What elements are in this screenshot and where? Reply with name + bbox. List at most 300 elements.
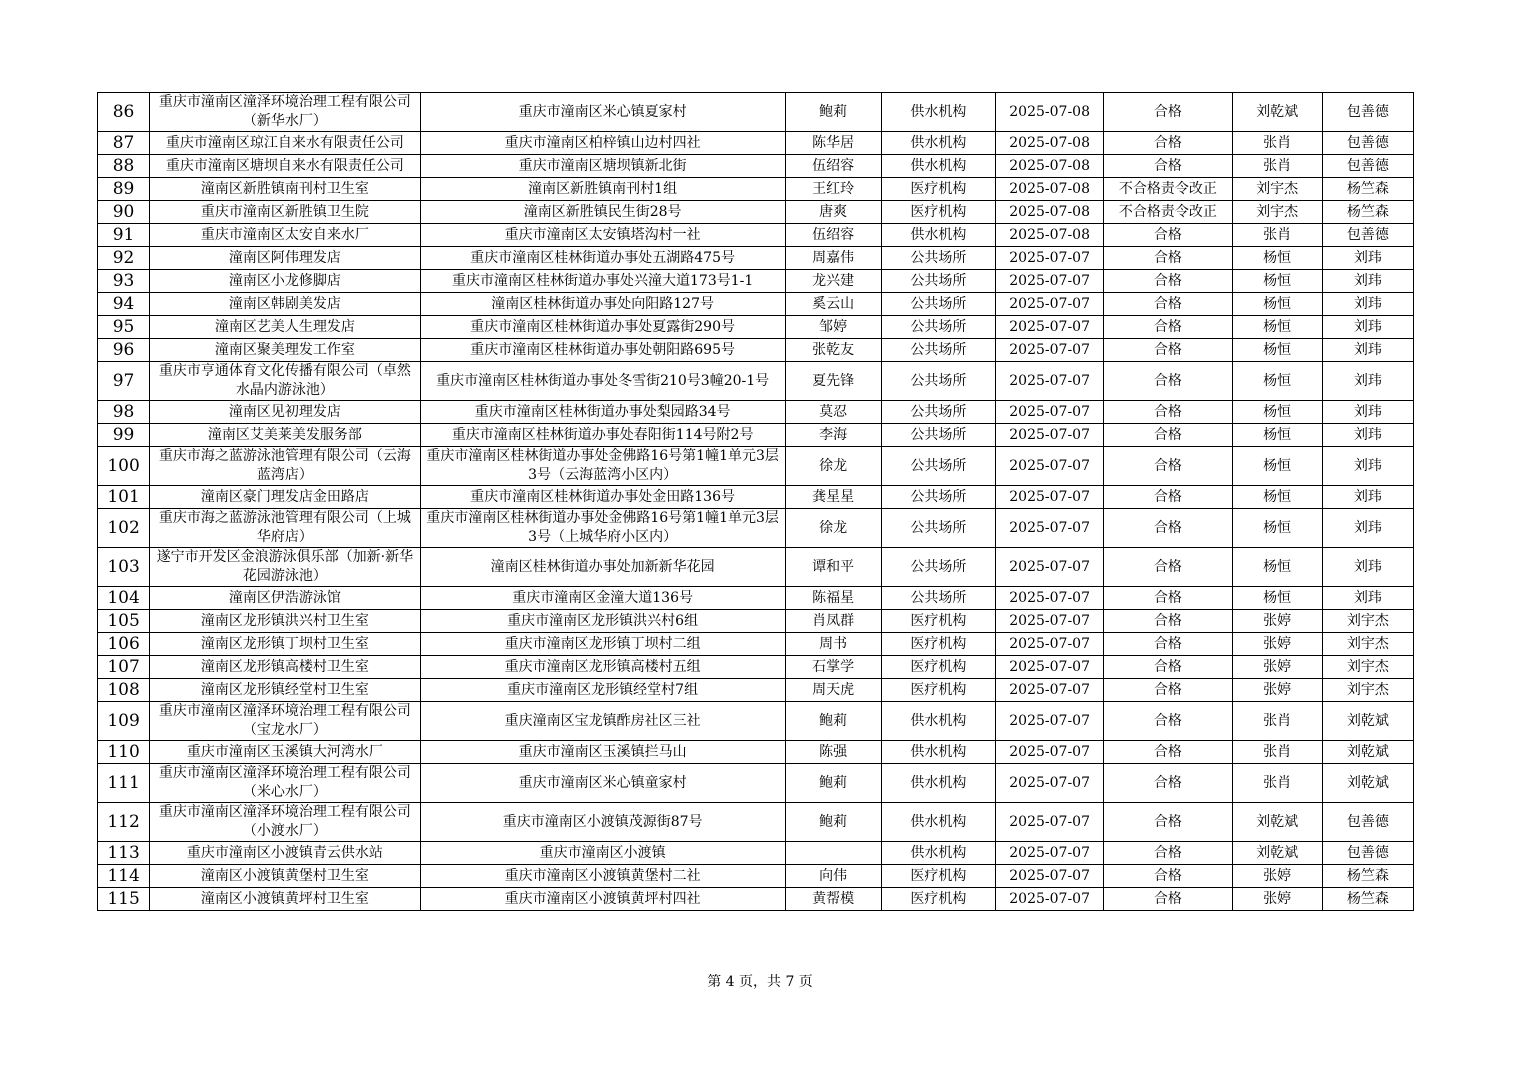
entity-name-cell: 重庆市潼南区琼江自来水有限责任公司	[150, 132, 421, 155]
responsible-person-cell: 周天虎	[785, 679, 881, 702]
row-number-cell: 97	[98, 362, 150, 401]
inspection-date-cell: 2025-07-07	[996, 587, 1104, 610]
inspector-primary-cell: 杨恒	[1232, 587, 1322, 610]
inspector-secondary-cell: 刘玮	[1322, 401, 1413, 424]
inspector-primary-cell: 杨恒	[1232, 548, 1322, 587]
inspection-result-cell: 合格	[1104, 741, 1232, 764]
inspector-secondary-cell: 刘玮	[1322, 362, 1413, 401]
inspector-secondary-cell: 包善德	[1322, 803, 1413, 842]
inspection-result-cell: 合格	[1104, 247, 1232, 270]
responsible-person-cell: 石掌学	[785, 656, 881, 679]
responsible-person-cell: 周嘉伟	[785, 247, 881, 270]
table-row	[98, 201, 1414, 224]
entity-address-cell: 潼南区新胜镇南刊村1组	[420, 178, 785, 201]
table-row	[98, 803, 1414, 842]
inspector-primary-cell: 张婷	[1232, 865, 1322, 888]
inspection-date-cell: 2025-07-07	[996, 339, 1104, 362]
inspection-date-cell: 2025-07-07	[996, 362, 1104, 401]
inspector-secondary-cell: 刘玮	[1322, 424, 1413, 447]
inspector-secondary-cell: 刘玮	[1322, 293, 1413, 316]
entity-category-cell: 供水机构	[881, 764, 995, 803]
inspection-date-cell: 2025-07-07	[996, 842, 1104, 865]
row-number-cell: 103	[98, 548, 150, 587]
inspection-date-cell: 2025-07-07	[996, 888, 1104, 911]
entity-address-cell: 重庆市潼南区桂林街道办事处金佛路16号第1幢1单元3层3号（云海蓝湾小区内）	[420, 447, 785, 486]
entity-category-cell: 供水机构	[881, 842, 995, 865]
inspector-secondary-cell: 刘宇杰	[1322, 610, 1413, 633]
entity-address-cell: 重庆市潼南区桂林街道办事处梨园路34号	[420, 401, 785, 424]
row-number-cell: 105	[98, 610, 150, 633]
inspector-primary-cell: 刘宇杰	[1232, 201, 1322, 224]
inspector-secondary-cell: 刘乾斌	[1322, 702, 1413, 741]
responsible-person-cell: 夏先锋	[785, 362, 881, 401]
inspection-result-cell: 合格	[1104, 316, 1232, 339]
inspection-date-cell: 2025-07-07	[996, 401, 1104, 424]
inspection-date-cell: 2025-07-07	[996, 679, 1104, 702]
table-row	[98, 339, 1414, 362]
inspector-primary-cell: 杨恒	[1232, 316, 1322, 339]
inspector-secondary-cell: 杨竺森	[1322, 201, 1413, 224]
inspection-date-cell: 2025-07-08	[996, 132, 1104, 155]
entity-name-cell: 重庆市潼南区潼泽环境治理工程有限公司（新华水厂）	[150, 93, 421, 132]
entity-category-cell: 供水机构	[881, 702, 995, 741]
table-row	[98, 247, 1414, 270]
entity-name-cell: 重庆市潼南区潼泽环境治理工程有限公司（小渡水厂）	[150, 803, 421, 842]
inspection-date-cell: 2025-07-07	[996, 548, 1104, 587]
entity-name-cell: 重庆市潼南区潼泽环境治理工程有限公司（宝龙水厂）	[150, 702, 421, 741]
responsible-person-cell: 陈强	[785, 741, 881, 764]
entity-category-cell: 公共场所	[881, 447, 995, 486]
table-row	[98, 293, 1414, 316]
row-number-cell: 109	[98, 702, 150, 741]
entity-address-cell: 重庆市潼南区桂林街道办事处夏露街290号	[420, 316, 785, 339]
table-row	[98, 764, 1414, 803]
entity-address-cell: 重庆市潼南区桂林街道办事处朝阳路695号	[420, 339, 785, 362]
entity-name-cell: 重庆市潼南区玉溪镇大河湾水厂	[150, 741, 421, 764]
entity-name-cell: 潼南区龙形镇经堂村卫生室	[150, 679, 421, 702]
inspection-result-cell: 合格	[1104, 633, 1232, 656]
entity-address-cell: 重庆市潼南区龙形镇洪兴村6组	[420, 610, 785, 633]
inspector-primary-cell: 杨恒	[1232, 270, 1322, 293]
inspector-primary-cell: 刘乾斌	[1232, 803, 1322, 842]
inspector-secondary-cell: 刘玮	[1322, 270, 1413, 293]
entity-category-cell: 供水机构	[881, 132, 995, 155]
inspector-primary-cell: 张婷	[1232, 610, 1322, 633]
table-row	[98, 155, 1414, 178]
entity-category-cell: 公共场所	[881, 339, 995, 362]
responsible-person-cell: 鲍莉	[785, 93, 881, 132]
inspection-result-cell: 合格	[1104, 656, 1232, 679]
inspection-result-cell: 合格	[1104, 155, 1232, 178]
inspector-secondary-cell: 刘玮	[1322, 548, 1413, 587]
inspector-primary-cell: 张肖	[1232, 155, 1322, 178]
entity-category-cell: 公共场所	[881, 509, 995, 548]
inspection-result-cell: 合格	[1104, 842, 1232, 865]
inspection-result-cell: 不合格责令改正	[1104, 201, 1232, 224]
responsible-person-cell: 黄帮模	[785, 888, 881, 911]
entity-name-cell: 潼南区艾美莱美发服务部	[150, 424, 421, 447]
entity-address-cell: 潼南区桂林街道办事处加新新华花园	[420, 548, 785, 587]
inspector-primary-cell: 杨恒	[1232, 401, 1322, 424]
inspection-result-cell: 合格	[1104, 401, 1232, 424]
entity-name-cell: 潼南区龙形镇洪兴村卫生室	[150, 610, 421, 633]
row-number-cell: 98	[98, 401, 150, 424]
entity-name-cell: 重庆市亨通体育文化传播有限公司（卓然水晶内游泳池）	[150, 362, 421, 401]
inspection-date-cell: 2025-07-07	[996, 865, 1104, 888]
inspection-result-cell: 合格	[1104, 865, 1232, 888]
row-number-cell: 95	[98, 316, 150, 339]
responsible-person-cell: 谭和平	[785, 548, 881, 587]
inspection-result-cell: 合格	[1104, 509, 1232, 548]
row-number-cell: 96	[98, 339, 150, 362]
table-row	[98, 178, 1414, 201]
inspection-result-cell: 不合格责令改正	[1104, 178, 1232, 201]
responsible-person-cell: 王红玲	[785, 178, 881, 201]
row-number-cell: 111	[98, 764, 150, 803]
row-number-cell: 102	[98, 509, 150, 548]
inspection-date-cell: 2025-07-07	[996, 424, 1104, 447]
inspection-date-cell: 2025-07-07	[996, 293, 1104, 316]
entity-category-cell: 供水机构	[881, 803, 995, 842]
inspector-secondary-cell: 刘玮	[1322, 509, 1413, 548]
entity-address-cell: 重庆市潼南区太安镇塔沟村一社	[420, 224, 785, 247]
inspector-secondary-cell: 杨竺森	[1322, 178, 1413, 201]
table-row	[98, 741, 1414, 764]
inspector-secondary-cell: 包善德	[1322, 93, 1413, 132]
entity-category-cell: 医疗机构	[881, 888, 995, 911]
entity-address-cell: 重庆市潼南区龙形镇高楼村五组	[420, 656, 785, 679]
inspection-records-table	[97, 92, 1414, 911]
row-number-cell: 101	[98, 486, 150, 509]
entity-name-cell: 重庆市潼南区潼泽环境治理工程有限公司（米心水厂）	[150, 764, 421, 803]
row-number-cell: 108	[98, 679, 150, 702]
entity-address-cell: 潼南区新胜镇民生街28号	[420, 201, 785, 224]
entity-address-cell: 重庆市潼南区龙形镇丁坝村二组	[420, 633, 785, 656]
row-number-cell: 115	[98, 888, 150, 911]
entity-name-cell: 潼南区聚美理发工作室	[150, 339, 421, 362]
row-number-cell: 112	[98, 803, 150, 842]
entity-address-cell: 重庆市潼南区金潼大道136号	[420, 587, 785, 610]
responsible-person-cell: 唐爽	[785, 201, 881, 224]
entity-address-cell: 重庆市潼南区米心镇夏家村	[420, 93, 785, 132]
inspector-primary-cell: 杨恒	[1232, 247, 1322, 270]
entity-address-cell: 重庆市潼南区小渡镇黄堡村二社	[420, 865, 785, 888]
inspector-secondary-cell: 刘宇杰	[1322, 656, 1413, 679]
inspector-primary-cell: 张婷	[1232, 656, 1322, 679]
inspector-primary-cell: 刘乾斌	[1232, 93, 1322, 132]
inspector-primary-cell: 张婷	[1232, 679, 1322, 702]
table-row	[98, 424, 1414, 447]
inspection-result-cell: 合格	[1104, 93, 1232, 132]
inspection-date-cell: 2025-07-08	[996, 155, 1104, 178]
inspection-result-cell: 合格	[1104, 587, 1232, 610]
entity-category-cell: 医疗机构	[881, 178, 995, 201]
row-number-cell: 87	[98, 132, 150, 155]
inspector-primary-cell: 张婷	[1232, 888, 1322, 911]
responsible-person-cell: 伍绍容	[785, 224, 881, 247]
entity-category-cell: 供水机构	[881, 224, 995, 247]
inspection-result-cell: 合格	[1104, 424, 1232, 447]
inspector-secondary-cell: 包善德	[1322, 842, 1413, 865]
entity-name-cell: 潼南区韩剧美发店	[150, 293, 421, 316]
responsible-person-cell: 徐龙	[785, 447, 881, 486]
entity-address-cell: 重庆市潼南区桂林街道办事处金田路136号	[420, 486, 785, 509]
row-number-cell: 88	[98, 155, 150, 178]
table-row	[98, 93, 1414, 132]
inspector-secondary-cell: 包善德	[1322, 132, 1413, 155]
inspector-primary-cell: 张肖	[1232, 224, 1322, 247]
inspection-date-cell: 2025-07-07	[996, 509, 1104, 548]
inspector-secondary-cell: 杨竺森	[1322, 888, 1413, 911]
entity-category-cell: 公共场所	[881, 316, 995, 339]
entity-address-cell: 重庆市潼南区桂林街道办事处五湖路475号	[420, 247, 785, 270]
table-row	[98, 656, 1414, 679]
entity-category-cell: 公共场所	[881, 486, 995, 509]
responsible-person-cell: 伍绍容	[785, 155, 881, 178]
entity-name-cell: 重庆市潼南区新胜镇卫生院	[150, 201, 421, 224]
responsible-person-cell: 陈华居	[785, 132, 881, 155]
inspector-secondary-cell: 刘宇杰	[1322, 679, 1413, 702]
entity-category-cell: 公共场所	[881, 247, 995, 270]
inspector-secondary-cell: 杨竺森	[1322, 865, 1413, 888]
responsible-person-cell: 陈福星	[785, 587, 881, 610]
responsible-person-cell: 周书	[785, 633, 881, 656]
responsible-person-cell: 张乾友	[785, 339, 881, 362]
table-row	[98, 316, 1414, 339]
row-number-cell: 99	[98, 424, 150, 447]
table-row	[98, 842, 1414, 865]
inspection-date-cell: 2025-07-07	[996, 247, 1104, 270]
entity-name-cell: 潼南区见初理发店	[150, 401, 421, 424]
entity-address-cell: 重庆市潼南区柏梓镇山边村四社	[420, 132, 785, 155]
inspector-primary-cell: 张肖	[1232, 132, 1322, 155]
table-row	[98, 486, 1414, 509]
inspection-date-cell: 2025-07-07	[996, 447, 1104, 486]
inspection-result-cell: 合格	[1104, 362, 1232, 401]
inspection-result-cell: 合格	[1104, 679, 1232, 702]
entity-category-cell: 医疗机构	[881, 679, 995, 702]
responsible-person-cell: 鲍莉	[785, 702, 881, 741]
table-row	[98, 610, 1414, 633]
responsible-person-cell: 向伟	[785, 865, 881, 888]
entity-name-cell: 重庆市潼南区小渡镇青云供水站	[150, 842, 421, 865]
table-row	[98, 587, 1414, 610]
row-number-cell: 90	[98, 201, 150, 224]
table-row	[98, 888, 1414, 911]
entity-address-cell: 重庆市潼南区桂林街道办事处春阳街114号附2号	[420, 424, 785, 447]
row-number-cell: 110	[98, 741, 150, 764]
entity-name-cell: 遂宁市开发区金浪游泳俱乐部（加新·新华花园游泳池）	[150, 548, 421, 587]
inspection-date-cell: 2025-07-07	[996, 633, 1104, 656]
inspector-secondary-cell: 刘宇杰	[1322, 633, 1413, 656]
entity-name-cell: 重庆市潼南区太安自来水厂	[150, 224, 421, 247]
inspector-primary-cell: 张肖	[1232, 741, 1322, 764]
inspection-result-cell: 合格	[1104, 548, 1232, 587]
entity-address-cell: 重庆市潼南区桂林街道办事处兴潼大道173号1-1	[420, 270, 785, 293]
table-row	[98, 633, 1414, 656]
row-number-cell: 100	[98, 447, 150, 486]
table-row	[98, 362, 1414, 401]
responsible-person-cell: 鲍莉	[785, 764, 881, 803]
entity-name-cell: 重庆市潼南区塘坝自来水有限责任公司	[150, 155, 421, 178]
inspector-primary-cell: 杨恒	[1232, 447, 1322, 486]
entity-name-cell: 潼南区小渡镇黄堡村卫生室	[150, 865, 421, 888]
inspection-date-cell: 2025-07-07	[996, 610, 1104, 633]
entity-address-cell: 重庆市潼南区塘坝镇新北街	[420, 155, 785, 178]
entity-category-cell: 医疗机构	[881, 610, 995, 633]
entity-category-cell: 医疗机构	[881, 865, 995, 888]
responsible-person-cell: 肖凤群	[785, 610, 881, 633]
entity-name-cell: 潼南区伊浩游泳馆	[150, 587, 421, 610]
table-row	[98, 224, 1414, 247]
inspection-date-cell: 2025-07-08	[996, 178, 1104, 201]
entity-name-cell: 潼南区阿伟理发店	[150, 247, 421, 270]
entity-category-cell: 医疗机构	[881, 656, 995, 679]
inspector-primary-cell: 杨恒	[1232, 362, 1322, 401]
responsible-person-cell: 莫忍	[785, 401, 881, 424]
entity-name-cell: 潼南区小渡镇黄坪村卫生室	[150, 888, 421, 911]
entity-name-cell: 潼南区艺美人生理发店	[150, 316, 421, 339]
row-number-cell: 89	[98, 178, 150, 201]
entity-address-cell: 重庆市潼南区小渡镇	[420, 842, 785, 865]
inspector-secondary-cell: 刘玮	[1322, 247, 1413, 270]
responsible-person-cell: 邹婷	[785, 316, 881, 339]
inspector-secondary-cell: 包善德	[1322, 155, 1413, 178]
inspection-result-cell: 合格	[1104, 339, 1232, 362]
row-number-cell: 92	[98, 247, 150, 270]
row-number-cell: 104	[98, 587, 150, 610]
inspection-date-cell: 2025-07-07	[996, 702, 1104, 741]
page-number-footer: 第 4 页，共 7 页	[707, 974, 813, 990]
inspection-result-cell: 合格	[1104, 764, 1232, 803]
inspector-secondary-cell: 刘乾斌	[1322, 741, 1413, 764]
entity-category-cell: 公共场所	[881, 587, 995, 610]
entity-address-cell: 重庆市潼南区玉溪镇拦马山	[420, 741, 785, 764]
entity-category-cell: 公共场所	[881, 424, 995, 447]
entity-name-cell: 重庆市海之蓝游泳池管理有限公司（上城华府店）	[150, 509, 421, 548]
responsible-person-cell: 龚星星	[785, 486, 881, 509]
inspection-date-cell: 2025-07-07	[996, 316, 1104, 339]
inspector-secondary-cell: 刘玮	[1322, 339, 1413, 362]
entity-category-cell: 医疗机构	[881, 201, 995, 224]
table-row	[98, 548, 1414, 587]
entity-category-cell: 公共场所	[881, 401, 995, 424]
inspector-secondary-cell: 刘乾斌	[1322, 764, 1413, 803]
table-row	[98, 509, 1414, 548]
inspector-primary-cell: 刘宇杰	[1232, 178, 1322, 201]
inspection-result-cell: 合格	[1104, 447, 1232, 486]
entity-address-cell: 重庆市潼南区龙形镇经堂村7组	[420, 679, 785, 702]
inspection-result-cell: 合格	[1104, 803, 1232, 842]
table-body	[98, 93, 1414, 911]
entity-name-cell: 潼南区龙形镇丁坝村卫生室	[150, 633, 421, 656]
inspector-primary-cell: 张肖	[1232, 764, 1322, 803]
table-row	[98, 865, 1414, 888]
table-row	[98, 679, 1414, 702]
inspector-secondary-cell: 刘玮	[1322, 447, 1413, 486]
inspection-date-cell: 2025-07-07	[996, 764, 1104, 803]
inspector-secondary-cell: 刘玮	[1322, 587, 1413, 610]
inspector-secondary-cell: 刘玮	[1322, 486, 1413, 509]
table-row	[98, 447, 1414, 486]
entity-address-cell: 重庆市潼南区小渡镇茂源街87号	[420, 803, 785, 842]
inspection-date-cell: 2025-07-08	[996, 201, 1104, 224]
entity-name-cell: 潼南区龙形镇高楼村卫生室	[150, 656, 421, 679]
entity-address-cell: 潼南区桂林街道办事处向阳路127号	[420, 293, 785, 316]
responsible-person-cell: 李海	[785, 424, 881, 447]
entity-address-cell: 重庆潼南区宝龙镇酢房社区三社	[420, 702, 785, 741]
entity-address-cell: 重庆市潼南区桂林街道办事处冬雪街210号3幢20-1号	[420, 362, 785, 401]
inspection-date-cell: 2025-07-07	[996, 741, 1104, 764]
inspector-primary-cell: 刘乾斌	[1232, 842, 1322, 865]
entity-address-cell: 重庆市潼南区米心镇童家村	[420, 764, 785, 803]
entity-category-cell: 公共场所	[881, 362, 995, 401]
inspection-date-cell: 2025-07-08	[996, 224, 1104, 247]
inspector-secondary-cell: 包善德	[1322, 224, 1413, 247]
table-row	[98, 132, 1414, 155]
entity-name-cell: 重庆市海之蓝游泳池管理有限公司（云海蓝湾店）	[150, 447, 421, 486]
inspection-date-cell: 2025-07-07	[996, 803, 1104, 842]
inspector-primary-cell: 杨恒	[1232, 293, 1322, 316]
entity-category-cell: 供水机构	[881, 93, 995, 132]
table-row	[98, 702, 1414, 741]
entity-category-cell: 供水机构	[881, 741, 995, 764]
row-number-cell: 94	[98, 293, 150, 316]
table-row	[98, 270, 1414, 293]
inspector-primary-cell: 杨恒	[1232, 509, 1322, 548]
row-number-cell: 86	[98, 93, 150, 132]
row-number-cell: 107	[98, 656, 150, 679]
entity-category-cell: 公共场所	[881, 270, 995, 293]
inspector-primary-cell: 杨恒	[1232, 424, 1322, 447]
inspection-result-cell: 合格	[1104, 293, 1232, 316]
inspection-result-cell: 合格	[1104, 610, 1232, 633]
row-number-cell: 91	[98, 224, 150, 247]
entity-name-cell: 潼南区小龙修脚店	[150, 270, 421, 293]
responsible-person-cell	[785, 842, 881, 865]
row-number-cell: 93	[98, 270, 150, 293]
inspection-result-cell: 合格	[1104, 486, 1232, 509]
inspection-result-cell: 合格	[1104, 888, 1232, 911]
inspection-date-cell: 2025-07-08	[996, 93, 1104, 132]
entity-category-cell: 公共场所	[881, 548, 995, 587]
responsible-person-cell: 鲍莉	[785, 803, 881, 842]
row-number-cell: 113	[98, 842, 150, 865]
entity-address-cell: 重庆市潼南区桂林街道办事处金佛路16号第1幢1单元3层3号（上城华府小区内）	[420, 509, 785, 548]
responsible-person-cell: 龙兴建	[785, 270, 881, 293]
inspection-date-cell: 2025-07-07	[996, 656, 1104, 679]
inspector-primary-cell: 张肖	[1232, 702, 1322, 741]
entity-category-cell: 医疗机构	[881, 633, 995, 656]
entity-name-cell: 潼南区新胜镇南刊村卫生室	[150, 178, 421, 201]
entity-category-cell: 供水机构	[881, 155, 995, 178]
responsible-person-cell: 徐龙	[785, 509, 881, 548]
entity-category-cell: 公共场所	[881, 293, 995, 316]
inspection-result-cell: 合格	[1104, 132, 1232, 155]
row-number-cell: 106	[98, 633, 150, 656]
row-number-cell: 114	[98, 865, 150, 888]
responsible-person-cell: 奚云山	[785, 293, 881, 316]
inspector-secondary-cell: 刘玮	[1322, 316, 1413, 339]
entity-address-cell: 重庆市潼南区小渡镇黄坪村四社	[420, 888, 785, 911]
table-row	[98, 401, 1414, 424]
inspection-result-cell: 合格	[1104, 270, 1232, 293]
inspector-primary-cell: 张婷	[1232, 633, 1322, 656]
inspector-primary-cell: 杨恒	[1232, 486, 1322, 509]
inspector-primary-cell: 杨恒	[1232, 339, 1322, 362]
inspection-result-cell: 合格	[1104, 702, 1232, 741]
inspection-date-cell: 2025-07-07	[996, 486, 1104, 509]
